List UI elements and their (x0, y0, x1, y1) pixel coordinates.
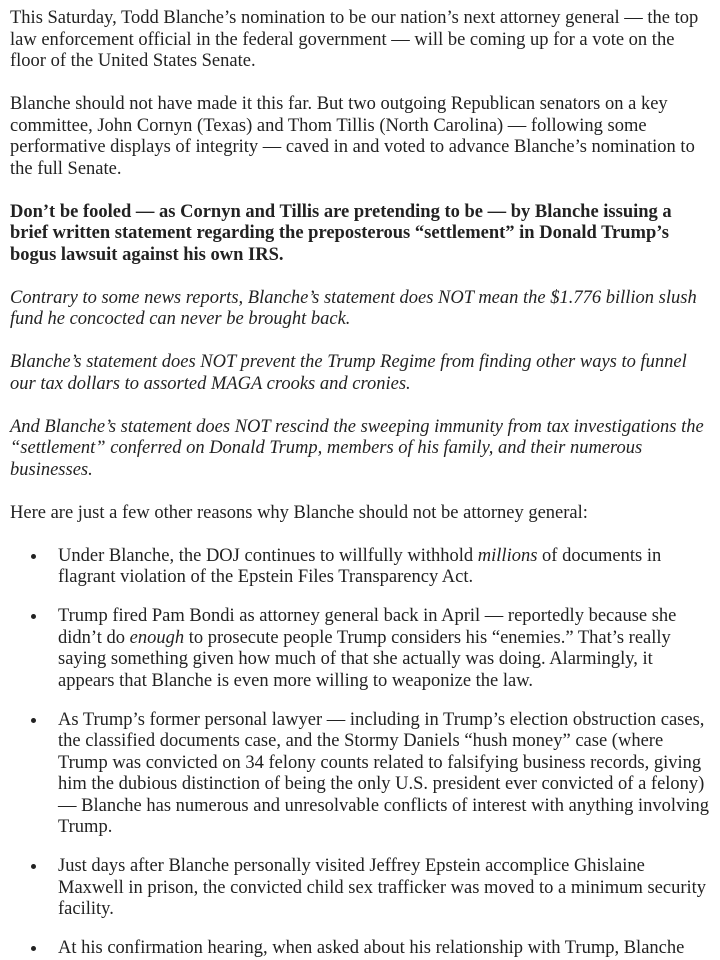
paragraph-senators: Blanche should not have made it this far. But two outgoing Republican senators on a key committee, John Cornyn (Texas) and Thom Tillis (North Carolina) — following some performative displays of integrity — caved in and voted to advance Blanche’s nomination to the full Senate. (10, 94, 695, 179)
paragraph-reasons-intro: Here are just a few other reasons why Blanche should not be attorney general: (10, 502, 588, 523)
article-body (10, 8, 712, 960)
emphasis-text: millions (477, 545, 538, 566)
paragraph-intro: This Saturday, Todd Blanche’s nomination to be our nation’s next attorney general — the top law enforcement official in the federal government — will be coming up for a vote on the floor of the United States Senate. (10, 8, 699, 71)
reasons-list (10, 546, 712, 960)
list-item-text: Trump fired Pam Bondi as attorney general back in April — reportedly because she didn’t do (58, 606, 677, 648)
list-item-text: Under Blanche, the DOJ continues to willfully withhold (58, 545, 478, 566)
list-item-bondi-fired (58, 606, 712, 692)
list-item-conflicts: As Trump’s former personal lawyer — including in Trump’s election obstruction cases, the classified documents case, and the Stormy Daniels “hush money” case (where Trump was convicted on 34 felony counts related to falsifying business records, giving him the dubious distinction of being the only U.S. president ever convicted of a felony) — Blanche has numerous and unresolvable conflicts of interest with anything involving Trump. (58, 710, 712, 839)
paragraph-tax-dollars: Blanche’s statement does NOT prevent the Trump Regime from finding other ways to funnel our tax dollars to assorted MAGA crooks and cronies. (10, 352, 687, 394)
paragraph-dont-be-fooled: Don’t be fooled — as Cornyn and Tillis are pretending to be — by Blanche issuing a brief written statement regarding the preposterous “settlement” in Donald Trump’s bogus lawsuit against his own IRS. (10, 201, 672, 265)
emphasis-text: enough (129, 627, 185, 648)
paragraph-slush-fund: Contrary to some news reports, Blanche’s statement does NOT mean the $1.776 billion slush fund he concocted can never be brought back. (10, 287, 697, 329)
list-item-confirmation-hearing: At his confirmation hearing, when asked about his relationship with Trump, Blanche (58, 938, 712, 960)
list-item-maxwell: Just days after Blanche personally visited Jeffrey Epstein accomplice Ghislaine Maxwell in prison, the convicted child sex trafficker was moved to a minimum security facility. (58, 856, 712, 921)
list-item-text: to prosecute people Trump considers his “enemies.” That’s really saying something given how much of that she actually was doing. Alarmingly, it appears that Blanche is even more willing to weaponize the law. (58, 627, 671, 691)
list-item-text: of documents in flagrant violation of the Epstein Files Transparency Act. (58, 545, 662, 587)
paragraph-immunity: And Blanche’s statement does NOT rescind the sweeping immunity from tax investigations the “settlement” conferred on Donald Trump, members of his family, and their numerous businesses. (10, 416, 704, 480)
list-item-epstein-files (58, 546, 712, 589)
